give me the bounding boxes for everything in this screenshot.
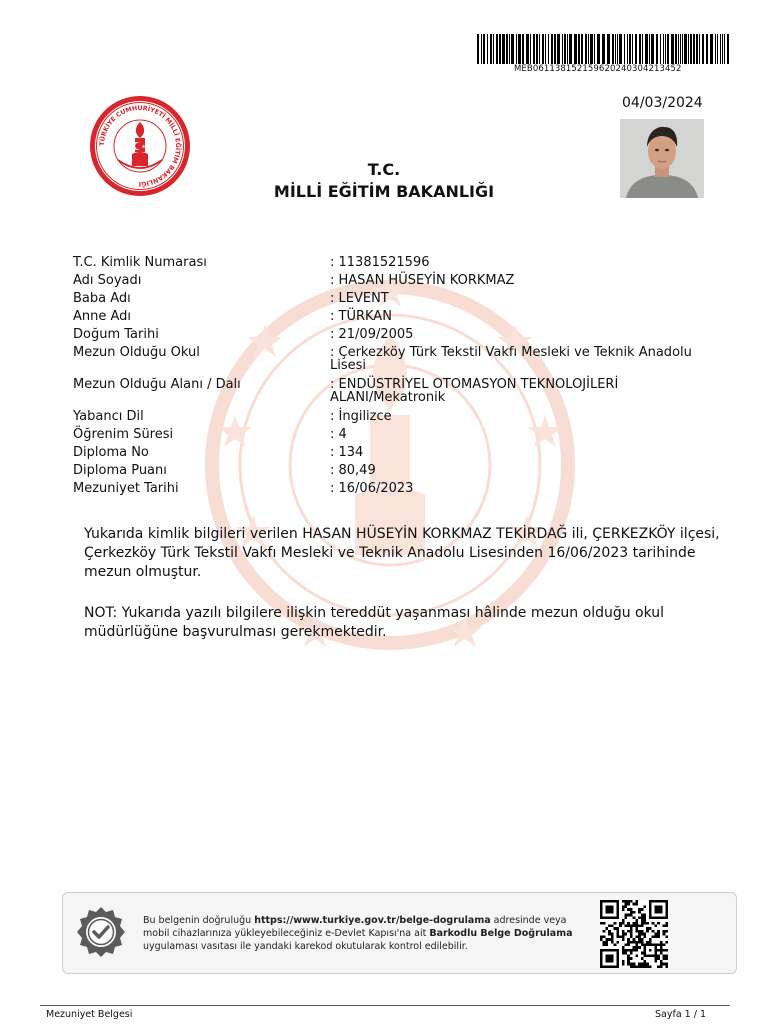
- barcode-number: MEB061138152159620240304213452: [514, 64, 682, 74]
- footer-divider: [40, 1005, 730, 1006]
- field-value: : 4: [330, 427, 347, 442]
- field-label: Diploma Puanı: [73, 463, 167, 478]
- verification-url: https://www.turkiye.gov.tr/belge-dogrulama: [254, 915, 491, 926]
- field-label: Öğrenim Süresi: [73, 427, 174, 442]
- field-value: : 16/06/2023: [330, 481, 414, 496]
- field-value: : Çerkezköy Türk Tekstil Vakfı Mesleki ve Teknik Anadolu Lisesi: [330, 345, 692, 373]
- field-label: Mezun Olduğu Okul: [73, 345, 200, 360]
- title-tc: T.C.: [367, 160, 401, 179]
- field-value: : 21/09/2005: [330, 327, 414, 342]
- field-label: Diploma No: [73, 445, 149, 460]
- field-label: Yabancı Dil: [73, 409, 144, 424]
- field-value: : HASAN HÜSEYİN KORKMAZ: [330, 273, 515, 288]
- field-value: : TÜRKAN: [330, 309, 392, 324]
- footer-page-number: Sayfa 1 / 1: [655, 1009, 706, 1020]
- title-ministry: MİLLİ EĞİTİM BAKANLIĞI: [273, 182, 495, 201]
- field-value: : LEVENT: [330, 291, 389, 306]
- field-value: : 11381521596: [330, 255, 430, 270]
- issue-date: 04/03/2024: [622, 95, 703, 111]
- field-label: Baba Adı: [73, 291, 131, 306]
- qr-code: [600, 900, 668, 968]
- field-value: : İngilizce: [330, 409, 392, 424]
- field-value: : 80,49: [330, 463, 376, 478]
- field-value: : ENDÜSTRİYEL OTOMASYON TEKNOLOJİLERİ ALANI/Mekatronik: [330, 377, 619, 405]
- note-text: NOT: Yukarıda yazılı bilgilere ilişkin tereddüt yaşanması hâlinde mezun olduğu okul müdürlüğüne başvurulması gerekmektedir.: [84, 605, 665, 640]
- field-label: Mezun Olduğu Alanı / Dalı: [73, 377, 241, 392]
- field-label: Adı Soyadı: [73, 273, 142, 288]
- graduation-statement: Yukarıda kimlik bilgileri verilen HASAN HÜSEYİN KORKMAZ TEKİRDAĞ ili, ÇERKEZKÖY ilçesi, Çerkezköy Türk Tekstil Vakfı Mesleki ve Teknik Anadolu Lisesinden 16/06/2023 tarihinde mezun olmuştur.: [84, 526, 720, 580]
- field-label: Anne Adı: [73, 309, 132, 324]
- field-value: : 134: [330, 445, 364, 460]
- verification-text: Bu belgenin doğruluğu https://www.turkiye.gov.tr/belge-dogrulama adresinde veya mobil cihazlarınıza yükleyebileceğiniz e-Devlet Kapısı'na ait Barkodlu Belge Doğrulama uygulaması vasıtası ile yandaki karekod okutularak kontrol edilebilir.: [143, 915, 573, 952]
- field-label: Mezuniyet Tarihi: [73, 481, 179, 496]
- barcode: [477, 34, 729, 64]
- field-label: Doğum Tarihi: [73, 327, 159, 342]
- svg-text:TÜRKİYE CUMHURİYETİ MİLLÎ EĞİT: TÜRKİYE CUMHURİYETİ MİLLÎ EĞİTİM BAKANLIĞI: [98, 104, 182, 188]
- field-label: T.C. Kimlik Numarası: [73, 255, 207, 270]
- footer-document-name: Mezuniyet Belgesi: [46, 1009, 133, 1020]
- verified-badge-icon: [72, 904, 130, 962]
